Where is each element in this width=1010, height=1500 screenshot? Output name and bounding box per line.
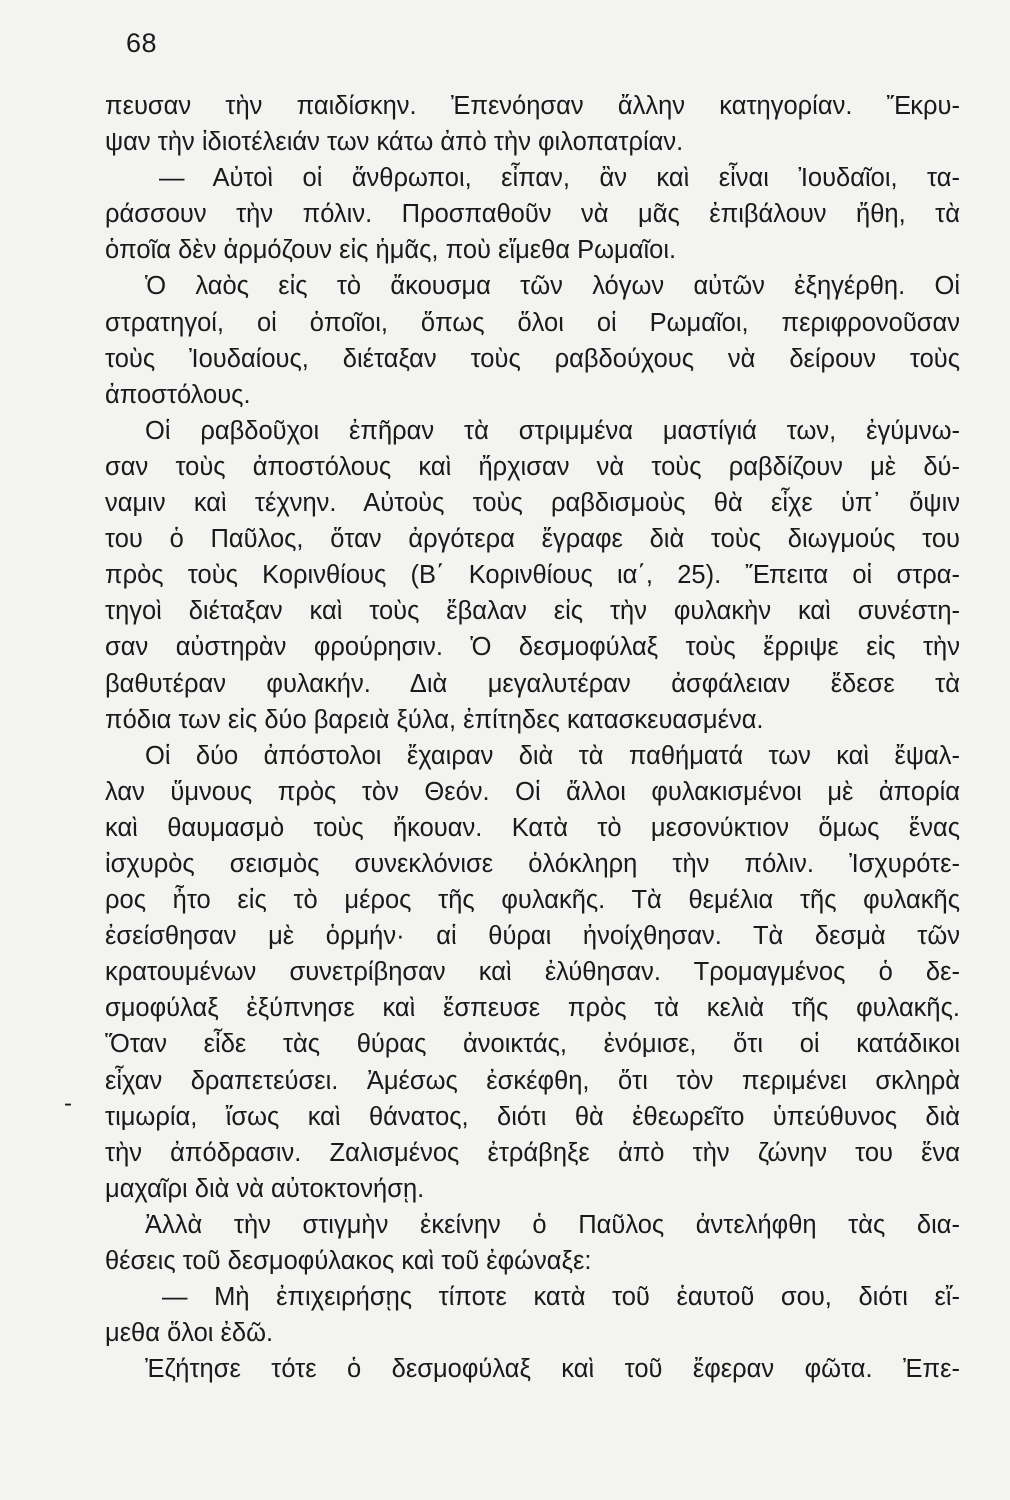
page-number: 68 — [126, 28, 158, 58]
text-line: Ὅταν εἶδε τὰς θύρας ἀνοικτάς, ἐνόμισε, ὅτι οἱ κατάδικοι — [105, 1030, 960, 1059]
text-line: στρατηγοί, οἱ ὁποῖοι, ὅπως ὅλοι οἱ Ρωμαῖοι, περιφρονοῦσαν — [105, 308, 960, 337]
text-line: σαν αὐστηρὰν φρούρησιν. Ὁ δεσμοφύλαξ τοὺς ἔρριψε εἰς τὴν — [105, 633, 960, 662]
text-line: μεθα ὅλοι ἐδῶ. — [105, 1319, 274, 1348]
body-text — [105, 88, 960, 1387]
text-line: βαθυτέραν φυλακήν. Διὰ μεγαλυτέραν ἀσφάλειαν ἔδεσε τὰ — [105, 669, 960, 698]
text-line: τοὺς Ἰουδαίους, διέταξαν τοὺς ραβδούχους νὰ δείρουν τοὺς — [105, 344, 960, 373]
text-line: — Μὴ ἐπιχειρήσῃς τίποτε κατὰ τοῦ ἑαυτοῦ σου, διότι εἴ- — [162, 1283, 960, 1312]
text-line: Οἱ δύο ἀπόστολοι ἔχαιραν διὰ τὰ παθήματά των καὶ ἔψαλ- — [145, 741, 960, 770]
text-line: τηγοὶ διέταξαν καὶ τοὺς ἔβαλαν εἰς τὴν φυλακὴν καὶ συνέστη- — [105, 597, 960, 626]
text-line: — Αὐτοὶ οἱ ἄνθρωποι, εἶπαν, ἂν καὶ εἶναι Ἰουδαῖοι, τα- — [159, 164, 960, 193]
text-line: ὁποῖα δὲν ἁρμόζουν εἰς ἡμᾶς, ποὺ εἴμεθα Ρωμαῖοι. — [105, 236, 677, 265]
text-line: εἶχαν δραπετεύσει. Ἀμέσως ἐσκέφθη, ὅτι τὸν περιμένει σκληρὰ — [105, 1066, 960, 1095]
text-line: λαν ὕμνους πρὸς τὸν Θεόν. Οἱ ἄλλοι φυλακισμένοι μὲ ἀπορία — [105, 777, 960, 806]
text-line: σμοφύλαξ ἐξύπνησε καὶ ἔσπευσε πρὸς τὰ κελιὰ τῆς φυλακῆς. — [105, 994, 960, 1023]
text-line: του ὁ Παῦλος, ὅταν ἀργότερα ἔγραφε διὰ τοὺς διωγμούς του — [105, 525, 960, 554]
text-line: ἐσείσθησαν μὲ ὁρμήν· αἱ θύραι ἠνοίχθησαν. Τὰ δεσμὰ τῶν — [105, 922, 960, 951]
text-line: καὶ θαυμασμὸ τοὺς ἤκουαν. Κατὰ τὸ μεσονύκτιον ὅμως ἕνας — [105, 813, 960, 842]
text-line: ράσσουν τὴν πόλιν. Προσπαθοῦν νὰ μᾶς ἐπιβάλουν ἤθη, τὰ — [105, 200, 960, 229]
text-line: Ὁ λαὸς εἰς τὸ ἄκουσμα τῶν λόγων αὐτῶν ἐξηγέρθη. Οἱ — [145, 272, 960, 301]
text-line: πόδια των εἰς δύο βαρειὰ ξύλα, ἐπίτηδες κατασκευασμένα. — [105, 705, 764, 734]
text-line: ναμιν καὶ τέχνην. Αὐτοὺς τοὺς ραβδισμοὺς θὰ εἶχε ὑπ᾽ ὄψιν — [105, 489, 960, 518]
text-line: Οἱ ραβδοῦχοι ἐπῆραν τὰ στριμμένα μαστίγιά των, ἐγύμνω- — [145, 416, 960, 445]
text-line: τὴν ἀπόδρασιν. Ζαλισμένος ἐτράβηξε ἀπὸ τὴν ζώνην του ἕνα — [105, 1138, 960, 1167]
text-line: σαν τοὺς ἀποστόλους καὶ ἤρχισαν νὰ τοὺς ραβδίζουν μὲ δύ- — [105, 452, 960, 481]
text-line: ψαν τὴν ἰδιοτέλειάν των κάτω ἀπὸ τὴν φιλοπατρίαν. — [105, 128, 684, 157]
text-line: Ἐζήτησε τότε ὁ δεσμοφύλαξ καὶ τοῦ ἔφεραν φῶτα. Ἐπε- — [145, 1355, 960, 1384]
text-line: ἰσχυρὸς σεισμὸς συνεκλόνισε ὁλόκληρη τὴν πόλιν. Ἰσχυρότε- — [105, 849, 960, 878]
text-line: θέσεις τοῦ δεσμοφύλακος καὶ τοῦ ἐφώναξε: — [105, 1247, 592, 1275]
text-line: κρατουμένων συνετρίβησαν καὶ ἐλύθησαν. Τρομαγμένος ὁ δε- — [105, 958, 960, 987]
text-line: ρος ἦτο εἰς τὸ μέρος τῆς φυλακῆς. Τὰ θεμέλια τῆς φυλακῆς — [105, 886, 960, 915]
margin-mark: - — [64, 1090, 72, 1117]
text-line: πευσαν τὴν παιδίσκην. Ἐπενόησαν ἄλλην κατηγορίαν. Ἔκρυ- — [105, 92, 960, 120]
text-line: πρὸς τοὺς Κορινθίους (Β΄ Κορινθίους ια΄, 25). Ἔπειτα οἱ στρα- — [105, 561, 960, 590]
text-line: τιμωρία, ἴσως καὶ θάνατος, διότι θὰ ἐθεωρεῖτο ὑπεύθυνος διὰ — [105, 1102, 960, 1131]
text-line: Ἀλλὰ τὴν στιγμὴν ἐκείνην ὁ Παῦλος ἀντελήφθη τὰς δια- — [145, 1210, 960, 1239]
text-line: ἀποστόλους. — [105, 380, 251, 409]
text-line: μαχαῖρι διὰ νὰ αὐτοκτονήσῃ. — [105, 1174, 425, 1203]
